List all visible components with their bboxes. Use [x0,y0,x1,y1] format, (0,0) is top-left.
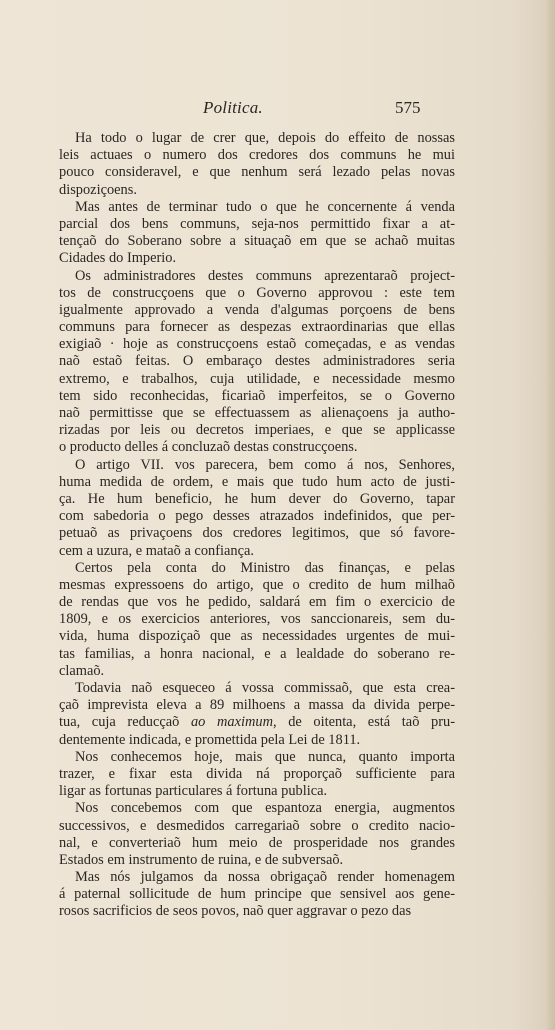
text-line: pouco consideravel, e que nenhum será lezado pelas novas [59,164,455,181]
text-line: tem sido reconhecidas, ficariaõ imperfeitos, se o Governo [59,387,455,404]
page-header [0,98,555,122]
paragraph [59,560,455,680]
page-edge [547,0,555,1030]
body-text [59,130,455,921]
text-line: cem a uzura, e mataõ a confiança. [59,542,254,559]
text-line: Todavia naõ esqueceo á vossa commissaõ, que esta crea- [75,680,455,696]
text-line: tençaõ do Soberano sobre a situaçaõ em que se achaõ muitas [59,233,455,250]
text-line: Mas antes de terminar tudo o que he concernente á venda [75,198,455,215]
text-line: Nos conhecemos hoje, mais que nunca, quanto importa [75,748,455,765]
paragraph [59,749,455,801]
text-line: leis actuaes o numero dos credores dos communs he mui [59,147,455,164]
page-number: 575 [395,98,421,117]
text-line: igualmente approvado a venda d'algumas porçoens de bens [59,301,455,318]
text-line: exigiaõ · hoje as construcçoens estaõ começadas, e as vendas [59,336,455,353]
paragraph [59,457,455,560]
text-line: nal, e converteriaõ hum meio de prosperidade nos grandes [59,834,455,851]
text-line: ligar as fortunas particulares á fortuna publica. [59,783,328,800]
paragraph [59,680,455,749]
text-line: communs para fornecer as despezas extraordinarias que ellas [59,319,455,336]
text-line: dispoziçoens. [59,181,137,198]
text-line: Certos pela conta do Ministro das finanças, e pelas [75,559,455,576]
text-line: Os administradores destes communs aprezentaraõ project- [75,267,455,284]
text-line: huma medida de ordem, e mais que tudo hum acto de justi- [59,473,455,490]
text-line: trazer, e fixar esta divida ná proporçaõ sufficiente para [59,765,455,782]
text-line: rizadas por leis ou decretos imperiaes, e que se applicasse [59,422,455,439]
paragraph [59,268,455,457]
text-line: petuaõ as privaçoens dos credores legitimos, que só favore- [59,525,455,542]
text-line: Nos concebemos com que espantoza energia, augmentos [75,800,455,817]
text-line: tas familias, a honra nacional, e a lealdade do soberano re- [59,645,455,662]
text-line: extremo, e trabalhos, cuja utilidade, e necessidade mesmo [59,370,455,387]
text-line: O artigo VII. vos parecera, bem como á nos, Senhores, [75,456,455,473]
text-line: de rendas que vos he pedido, saldará em fim o exercicio de [59,594,455,611]
text-line: çaõ imprevista eleva a 89 milhoens a massa da divida perpe- [59,697,455,714]
text-line: ça. He hum beneficio, he hum dever do Governo, tapar [59,490,455,507]
text-line: Mas nós julgamos da nossa obrigaçaõ render homenagem [75,869,455,886]
text-line: tua, cuja reducçaõ ao maximum, de oitenta, está taõ pru- [59,714,455,731]
paragraph [59,800,455,869]
paragraph [59,869,455,921]
text-line: Estados em instrumento de ruina, e de subversaõ. [59,851,344,868]
text-line: tos de construcçoens que o Governo approvou : este tem [59,284,455,301]
text-line: o producto delles á concluzaõ destas construcçoens. [59,439,358,456]
text-line: Ha todo o lugar de crer que, depois do effeito de nossas [75,130,455,146]
text-line: 1809, e os exercicios anteriores, vos sanccionareis, sem du- [59,611,455,628]
text-line: mesmas expressoens do artigo, que o credito de hum milhaõ [59,576,455,593]
text-line: rosos sacrificios de seos povos, naõ quer aggravar o pezo das [59,903,412,920]
text-line: vida, huma dispoziçaõ que as necessidades urgentes de mui- [59,628,455,645]
text-line: naõ permittisse que se effectuassem as alienaçoens ja autho- [59,405,455,421]
text-line: Cidades do Imperio. [59,250,177,267]
paragraph [59,130,455,199]
italic-phrase: ao maximum [190,714,273,731]
text-line: com sabedoria o pego desses atrazados indefinidos, que per- [59,508,455,525]
paragraph [59,199,455,268]
text-line: clamaõ. [59,662,105,679]
text-line: dentemente indicada, e promettida pela Lei de 1811. [59,731,361,748]
text-line: naõ estaõ feitas. O embaraço destes administradores seria [59,353,455,370]
text-line: parcial dos bens communs, seja-nos permittido fixar a at- [59,215,455,232]
text-line: successivos, e desmedidos carregariaõ sobre o credito nacio- [59,817,455,834]
running-title: Politica. [203,98,263,117]
text-line: á paternal sollicitude de hum principe que sensivel aos gene- [59,886,455,903]
